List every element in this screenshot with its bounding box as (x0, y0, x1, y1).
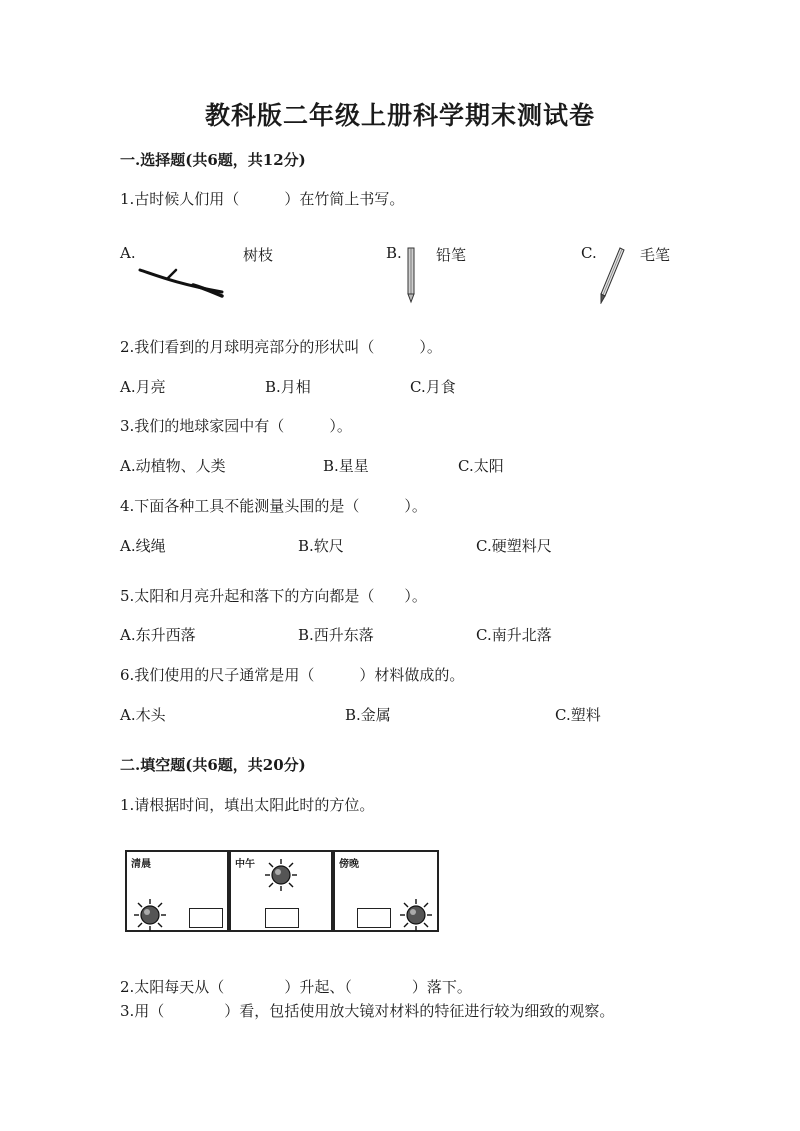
answer-box[interactable] (265, 908, 299, 928)
option-label: 树枝 (243, 246, 274, 264)
option: B.西升东落 (298, 626, 374, 644)
answer-box[interactable] (189, 908, 223, 928)
question-1: 1.古时候人们用（ ）在竹简上书写。 (120, 190, 405, 208)
panel-label: 清晨 (131, 859, 151, 870)
sun-icon (399, 898, 433, 932)
option-letter: A. (120, 244, 136, 262)
option: A.月亮 (120, 378, 166, 396)
question-fill-3: 3.用（ ）看，包括使用放大镜对材料的特征进行较为细致的观察。 (120, 1002, 615, 1020)
question-5: 5.太阳和月亮升起和落下的方向都是（ ）。 (120, 587, 427, 605)
option-label: 铅笔 (436, 246, 467, 264)
option-label: 毛笔 (640, 246, 671, 264)
question-3: 3.我们的地球家园中有（ ）。 (120, 417, 352, 435)
sun-position-diagram (125, 850, 439, 934)
brush-pen-icon (596, 246, 626, 304)
sun-icon (133, 898, 167, 932)
option-letter: C. (581, 244, 597, 262)
panel-label: 傍晚 (339, 859, 359, 870)
question-2: 2.我们看到的月球明亮部分的形状叫（ ）。 (120, 338, 442, 356)
panel-morning (125, 850, 229, 932)
sun-icon (264, 858, 298, 892)
option: B.金属 (345, 706, 391, 724)
option: A.木头 (120, 706, 166, 724)
option: B.月相 (265, 378, 311, 396)
option: A.线绳 (120, 537, 166, 555)
option: C.硬塑料尺 (476, 537, 552, 555)
section-heading-multiple-choice: 一.选择题(共6题，共12分) (120, 151, 306, 169)
option: C.太阳 (458, 457, 504, 475)
option: A.动植物、人类 (120, 457, 226, 475)
page-title: 教科版二年级上册科学期末测试卷 (204, 101, 595, 130)
option: C.塑料 (555, 706, 601, 724)
panel-noon (229, 850, 333, 932)
pencil-icon (405, 246, 417, 304)
option: A.东升西落 (120, 626, 196, 644)
question-fill-1: 1.请根据时间，填出太阳此时的方位。 (120, 796, 375, 814)
twig-icon (138, 266, 224, 300)
option: C.月食 (410, 378, 456, 396)
answer-box[interactable] (357, 908, 391, 928)
section-heading-fill-in: 二.填空题(共6题，共20分) (120, 756, 306, 774)
option: B.软尺 (298, 537, 344, 555)
panel-label: 中午 (235, 859, 255, 870)
question-6: 6.我们使用的尺子通常是用（ ）材料做成的。 (120, 666, 465, 684)
option-letter: B. (386, 244, 402, 262)
question-fill-2: 2.太阳每天从（ ）升起、（ ）落下。 (120, 978, 472, 996)
option: C.南升北落 (476, 626, 552, 644)
option: B.星星 (323, 457, 369, 475)
question-4: 4.下面各种工具不能测量头围的是（ ）。 (120, 497, 427, 515)
panel-evening (333, 850, 439, 932)
